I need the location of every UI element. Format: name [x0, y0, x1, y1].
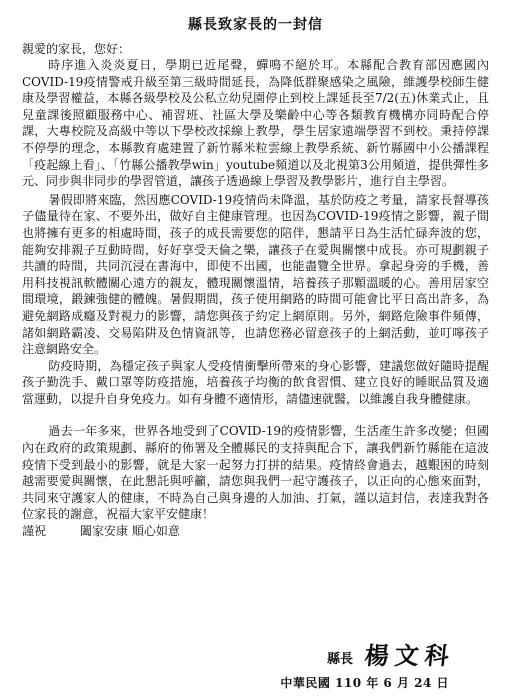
letter-title: 縣長致家長的一封信 — [188, 17, 323, 33]
closing-left: 謹祝 — [22, 524, 47, 539]
paragraph-2: 暑假即將來臨，然因應COVID-19疫情尚未降溫，基於防疫之考量，請家長督導孩子儘量待在家、不要外出，做好自主健康管理。也因為COVID-19疫情之影響，親子間也將擁有更多的相處時間，孩子的成長需要您的陪伴，懇請平日為生活忙碌奔波的您，能夠安排親子互動時間，好好享受天倫之樂，讓孩子在愛與關懷中成長。亦可規劃親子共讀的時間，共同沉浸在書海中，即使不出國，也能盡覽全世界。拿起身旁的手機，善用科技視訊軟體關心遠方的親友，體現關懷溫情，培養孩子那顆溫暖的心。善用居家空間環境，鍛鍊強健的體魄。暑假期間，孩子使用網路的時間可能會比平日高出許多，為避免網路成癮及對視力的影響，請您與孩子約定上網原則。另外，網路危險事件頻傳，諸如網路霸凌、交易陷阱及色情資訊等，也請您務必留意孩子的上網活動，並叮嚀孩子注意網路安全。 — [22, 192, 489, 357]
salutation: 親愛的家長，您好： — [22, 42, 131, 56]
paragraph-3: 防疫時期，為穩定孩子與家人受疫情衝擊所帶來的身心影響，建議您做好隨時提醒孩子勤洗手、戴口罩等防疫措施，培養孩子均衡的飲食習慣、建立良好的睡眠品質及適當運動，以提升自身免疫力。如有身體不適情形，請儘速就醫，以維護自我身體健康。 — [22, 358, 489, 406]
signature-block — [0, 636, 507, 671]
paragraph-4: 過去一年多來，世界各地受到了COVID-19的疫情影響，生活產生許多改變；但國內在政府的政策規劃、縣府的佈署及全體縣民的支持與配合下，讓我們新竹縣能在這波疫情下受到最小的影響，就是大家一起努力打拼的結果。疫情終會過去，越艱困的時刻越需要愛與關懷，在此懇託與呼籲，請您與我們一起守護孩子，以正向的心態來面對，共同來守護家人的健康，不時為自己與身邊的人加油、打氣，謹以這封信，表達我對各位家長的謝意，祝福大家平安健康！ — [22, 424, 489, 522]
letter-date: 中華民國 110 年 6 月 24 日 — [280, 676, 449, 690]
closing-right: 闔家安康 順心如意 — [80, 524, 180, 539]
handwritten-signature: 楊文科 — [363, 641, 457, 670]
paragraph-1: 時序進入炎炎夏日，學期已近尾聲，蟬鳴不絕於耳。本縣配合教育部因應國內COVID-19疫情警戒升級至第三級時間延長，為降低群聚感染之風險，維護學校師生健康及學習權益，本縣各級學校及公私立幼兒園停止到校上課延長至7/2(五)休業式止，且兒童課後照顧服務中心、補習班、社區大學及樂齡中心等各類教育機構亦同時配合停課，大專校院及高級中等以下學校改採線上教學，學生居家遠端學習不到校。秉持停課不停學的理念，本縣教育處建置了新竹縣米粒雲線上教學系統、新竹縣國中小公播課程「疫起線上看」、「竹縣公播教學win」youtube頻道以及北視第3公用頻道，提供彈性多元、同步與非同步的學習管道，讓孩子透過線上學習及教學影片，進行自主學習。 — [22, 58, 489, 189]
closing — [22, 523, 489, 540]
signer-title: 縣長 — [326, 652, 353, 667]
